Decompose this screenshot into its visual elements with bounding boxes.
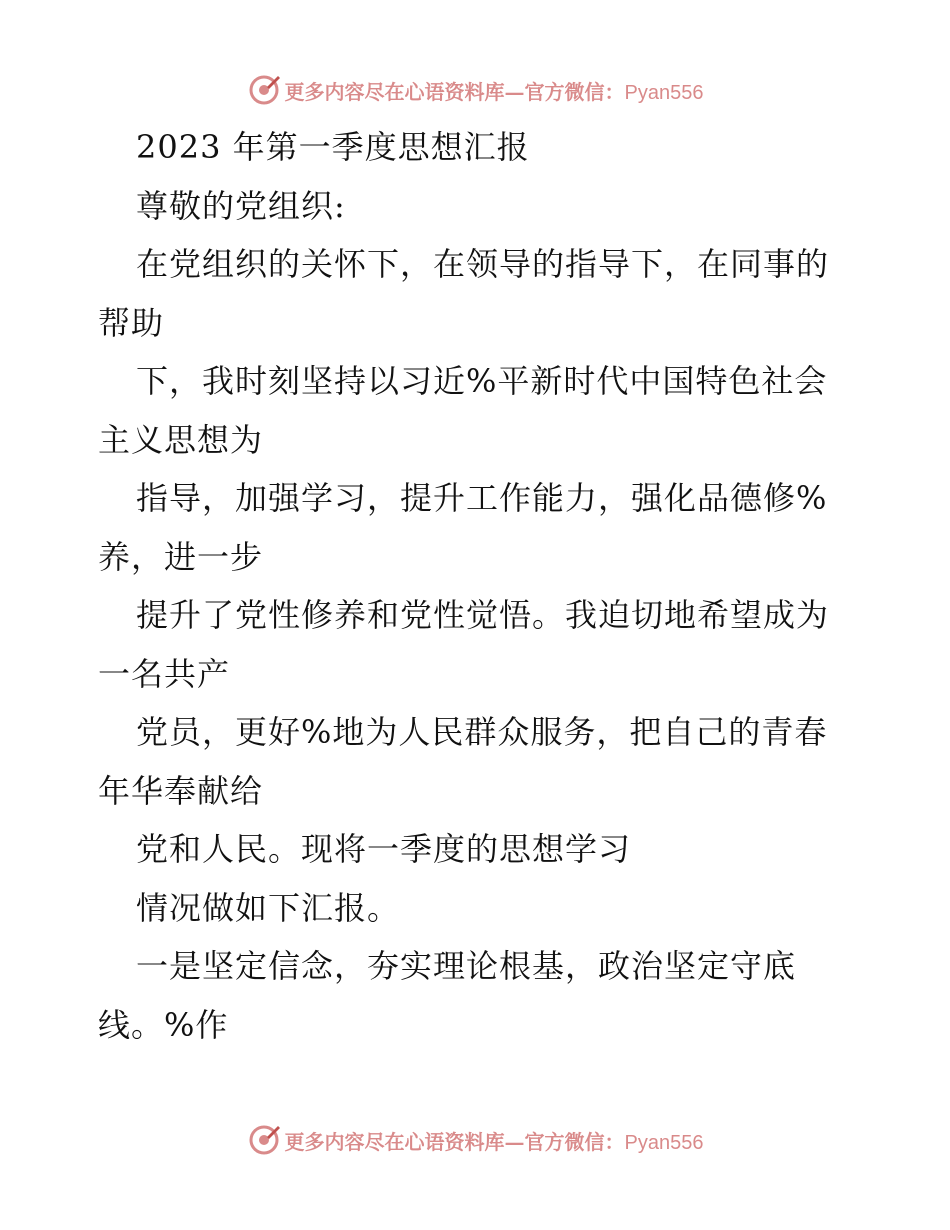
footer-watermark	[0, 1120, 950, 1160]
document-title: 2023 年第一季度思想汇报	[136, 128, 530, 166]
text-line: 一名共产	[98, 654, 231, 693]
text-line: 党和人民。现将一季度的思想学习	[136, 830, 632, 868]
text-line: 在党组织的关怀下，在领导的指导下，在同事的	[136, 245, 830, 283]
text-line: 情况做如下汇报。	[136, 888, 401, 927]
text-line: 尊敬的党组织:	[136, 186, 346, 225]
text-line: 帮助	[98, 303, 165, 342]
text-line: 党员，更好%地为人民群众服务，把自己的青春	[136, 713, 828, 751]
text-line: 指导，加强学习，提升工作能力，强化品德修%	[136, 479, 828, 517]
header-watermark	[0, 70, 950, 110]
pen-logo-icon	[247, 73, 281, 107]
text-line: 一是坚定信念，夯实理论根基，政治坚定守底	[136, 947, 797, 985]
watermark-text: 更多内容尽在心语资料库—官方微信：Pyan556	[284, 79, 704, 104]
text-line: 养，进一步	[98, 537, 264, 576]
text-line: 年华奉献给	[98, 771, 264, 810]
text-line: 主义思想为	[98, 420, 264, 459]
document-body	[98, 118, 858, 1054]
text-line: 提升了党性修养和党性觉悟。我迫切地希望成为	[136, 596, 830, 634]
pen-logo-icon	[247, 1123, 281, 1157]
text-line: 下，我时刻坚持以习近%平新时代中国特色社会	[136, 362, 828, 400]
text-line: 线。%作	[98, 1005, 229, 1044]
watermark-text: 更多内容尽在心语资料库—官方微信：Pyan556	[284, 1129, 704, 1154]
